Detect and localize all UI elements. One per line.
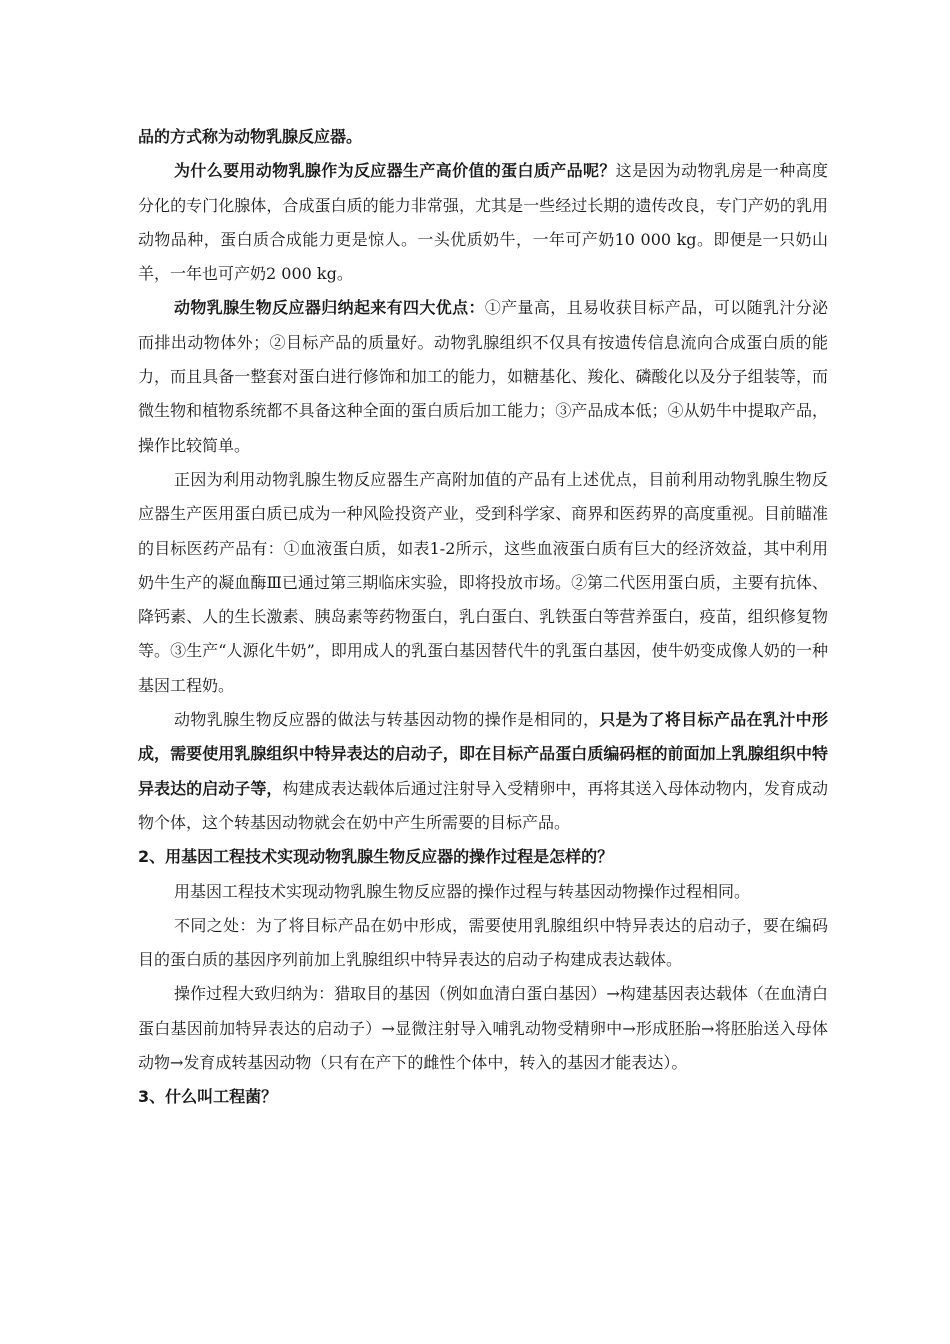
paragraph-text: ①产量高，且易收获目标产品，可以随乳汁分泌而排出动物体外；②目标产品的质量好。动物乳腺组织不仅具有按遗传信息流向合成蛋白质的能力，而且具备一整套对蛋白进行修饰和加工的能力，如糖基化、羧化、磷酸化以及分子组装等，而微生物和植物系统都不具备这种全面的蛋白质后加工能力；③产品成本低；④从奶牛中提取产品，操作比较简单。	[138, 298, 828, 455]
bold-lead: 动物乳腺生物反应器归纳起来有四大优点：	[174, 298, 485, 318]
bold-emphasis: 只是为了将目标产品在乳汁中形成，需要使用乳腺组织中特异表达的启动子，即在目标产品蛋白质编码框的前面加上乳腺组织中特异表达的启动子等，	[138, 710, 828, 798]
bold-question: 为什么要用动物乳腺作为反应器生产高价值的蛋白质产品呢？	[174, 161, 616, 181]
paragraph-method	[138, 703, 828, 840]
paragraph-text: 动物乳腺生物反应器的做法与转基因动物的操作是相同的，	[174, 710, 600, 730]
paragraph-process-same: 用基因工程技术实现动物乳腺生物反应器的操作过程与转基因动物操作过程相同。	[174, 881, 751, 901]
bold-text: 品的方式称为动物乳腺反应器。	[138, 127, 363, 146]
paragraph-text: 正因为利用动物乳腺生物反应器生产高附加值的产品有上述优点，目前利用动物乳腺生物反应器生产医用蛋白质已成为一种风险投资产业，受到科学家、商界和医药界的高度重视。目前瞄准的目标医药产品有：①血液蛋白质，如表1-2所示，这些血液蛋白质有巨大的经济效益，其中利用奶牛生产的凝血酶Ⅲ已通过第三期临床实验，即将投放市场。②第二代医用蛋白质，主要有抗体、降钙素、人的生长激素、胰岛素等药物蛋白，乳白蛋白、乳铁蛋白等营养蛋白，疫苗，组织修复物等。③生产“人源化牛奶”，即用成人的乳蛋白基因替代牛的乳蛋白基因，使牛奶变成像人奶的一种基因工程奶。	[138, 469, 828, 695]
paragraph-text: 这是因为动物乳房是一种高度分化的专门化腺体，合成蛋白质的能力非常强，尤其是一些经过长期的遗传改良，专门产奶的乳用动物品种，蛋白质合成能力更是惊人。一头优质奶牛，一年可产奶10 000 kg。即便是一只奶山羊，一年也可产奶2 000 kg。	[138, 161, 828, 284]
paragraph-difference: 不同之处：为了将目标产品在奶中形成，需要使用乳腺组织中特异表达的启动子，要在编码目的蛋白质的基因序列前加上乳腺组织中特异表达的启动子构建成表达载体。	[138, 915, 828, 970]
paragraph-text: 构建成表达载体后通过注射导入受精卵中，再将其送入母体动物内，发育成动物个体，这个转基因动物就会在奶中产生所需要的目标产品。	[138, 778, 828, 832]
paragraph-medical-proteins	[138, 463, 828, 703]
paragraph-steps: 操作过程大致归纳为：猎取目的基因（例如血清白蛋白基因）→构建基因表达载体（在血清白蛋白基因前加特异表达的启动子）→显微注射导入哺乳动物受精卵中→形成胚胎→将胚胎送入母体动物→发育成转基因动物（只有在产下的雌性个体中，转入的基因才能表达）。	[138, 984, 828, 1073]
section-heading-2: 2、用基因工程技术实现动物乳腺生物反应器的操作过程是怎样的？	[138, 847, 614, 867]
paragraph-advantages	[138, 291, 828, 462]
section-heading-3: 3、什么叫工程菌？	[138, 1087, 278, 1107]
document-page	[138, 120, 828, 1115]
paragraph-why-mammary	[138, 154, 828, 291]
paragraph-intro-tail	[138, 120, 828, 154]
